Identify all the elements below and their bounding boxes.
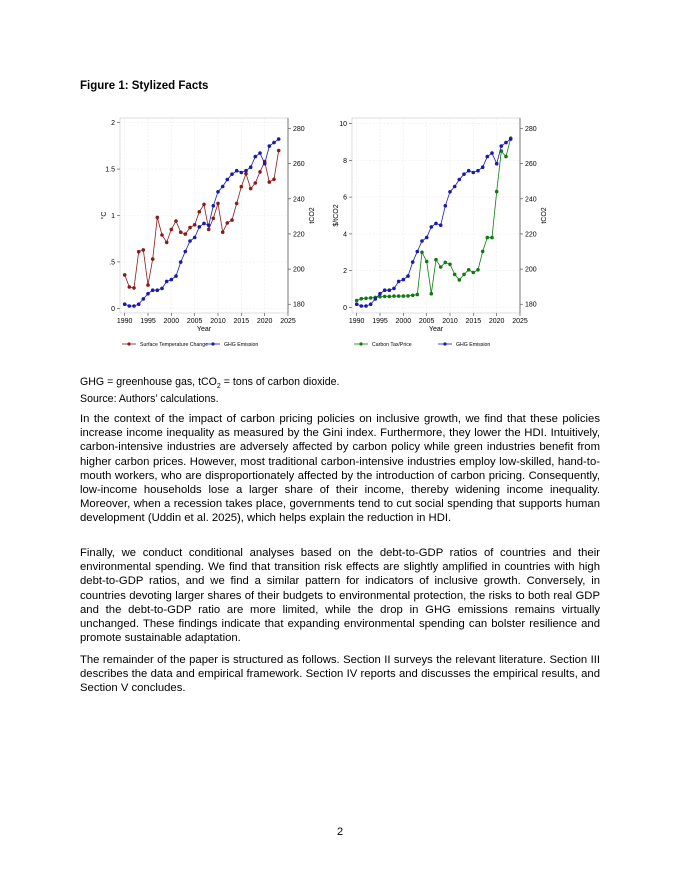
legend-marker [443, 342, 446, 345]
data-point [146, 283, 150, 287]
data-point [355, 302, 359, 306]
data-point [476, 169, 480, 173]
data-point [277, 149, 281, 153]
legend-marker [211, 342, 214, 345]
data-point [193, 236, 197, 240]
x-tick-label: 2025 [512, 318, 528, 325]
right-tick-label: 180 [525, 301, 537, 309]
x-tick-label: 1995 [140, 318, 156, 325]
data-point [184, 250, 188, 254]
data-point [226, 221, 230, 225]
left-tick-label: 2 [111, 120, 115, 128]
data-point [486, 236, 490, 240]
data-point [174, 274, 178, 278]
data-point [504, 155, 508, 159]
data-point [230, 172, 234, 176]
data-point [411, 294, 415, 298]
data-point [258, 170, 262, 174]
x-tick-label: 2005 [418, 318, 435, 325]
data-point [434, 258, 438, 262]
data-point [202, 222, 206, 226]
x-tick-label: 2010 [442, 318, 458, 325]
data-point [467, 169, 471, 173]
data-point [216, 202, 220, 206]
left-tick-label: 0 [343, 304, 347, 312]
data-point [160, 233, 164, 237]
data-point [462, 273, 466, 277]
data-point [268, 144, 272, 148]
chart-carbon-price-vs-ghg [332, 108, 557, 356]
x-tick-label: 2000 [395, 318, 412, 325]
data-point [244, 169, 248, 173]
data-point [495, 190, 499, 194]
figure-notes [80, 376, 340, 406]
data-point [402, 278, 406, 282]
right-tick-label: 220 [525, 231, 537, 239]
left-tick-label: 0 [111, 305, 115, 313]
data-point [425, 236, 429, 240]
chart-temperature-vs-ghg [100, 108, 325, 356]
data-point [156, 288, 160, 292]
data-point [160, 287, 164, 291]
data-point [481, 250, 485, 254]
right-tick-label: 220 [293, 231, 305, 239]
data-point [221, 230, 225, 234]
data-point [439, 265, 443, 269]
data-point [137, 302, 141, 306]
data-point [179, 260, 183, 264]
legend-label: Carbon Tax/Price [372, 342, 412, 348]
x-tick-label: 2015 [465, 318, 482, 325]
data-point [420, 239, 424, 243]
legend-label: Surface Temperature Change [140, 342, 208, 348]
data-point [272, 178, 276, 182]
data-point [128, 304, 132, 308]
data-point [216, 190, 220, 194]
data-point [170, 278, 174, 282]
data-point [249, 165, 253, 169]
data-point [504, 141, 508, 145]
data-point [374, 297, 378, 301]
right-tick-label: 260 [293, 161, 305, 169]
data-point [249, 187, 253, 191]
x-tick-label: 2010 [210, 318, 226, 325]
abbreviation-note: GHG = greenhouse gas, tCO$_2$ = tons of carbon dioxide. [80, 376, 340, 391]
data-point [165, 280, 169, 284]
data-point [397, 280, 401, 284]
data-point [458, 278, 462, 282]
x-axis-label: Year [428, 326, 444, 333]
left-tick-label: 10 [339, 121, 347, 129]
data-point [212, 204, 216, 208]
data-point [448, 190, 452, 194]
data-point [123, 302, 127, 306]
data-point [453, 273, 457, 277]
x-tick-label: 2020 [488, 318, 505, 325]
data-point [364, 297, 368, 301]
x-tick-label: 2005 [186, 318, 203, 325]
data-point [509, 137, 513, 141]
data-point [142, 297, 146, 301]
data-point [411, 260, 415, 264]
legend-label: GHG Emission [224, 342, 259, 348]
paragraph-3: The remainder of the paper is structured as follows. Section II surveys the relevant literature. Section III describes the data and empirical framework. Section IV reports and discusses the empirical results, and Section V concludes. [80, 654, 600, 695]
data-point [165, 241, 169, 245]
data-point [254, 181, 258, 185]
left-tick-label: 4 [343, 231, 347, 239]
data-point [151, 288, 155, 292]
data-point [420, 251, 424, 255]
data-point [406, 294, 410, 298]
data-point [416, 293, 420, 297]
page-number: 2 [336, 826, 344, 838]
data-point [392, 294, 396, 298]
right-tick-label: 200 [293, 266, 305, 274]
figure-title: Figure 1: Stylized Facts [80, 80, 209, 92]
data-point [360, 297, 364, 301]
left-tick-label: 1.5 [105, 166, 115, 174]
data-point [230, 218, 234, 222]
data-point [458, 178, 462, 182]
data-point [156, 216, 160, 220]
data-point [430, 225, 434, 229]
data-point [397, 294, 401, 298]
data-point [132, 286, 136, 290]
data-point [444, 261, 448, 265]
data-point [240, 171, 244, 175]
data-point [272, 141, 276, 145]
left-tick-label: 2 [343, 268, 347, 276]
right-tick-label: 280 [293, 126, 305, 134]
right-tick-label: 240 [525, 196, 537, 204]
x-tick-label: 1990 [348, 318, 365, 325]
data-point [179, 230, 183, 234]
right-tick-label: 180 [293, 301, 305, 309]
data-point [444, 204, 448, 208]
data-point [486, 155, 490, 159]
data-point [472, 171, 476, 175]
data-point [481, 165, 485, 169]
data-point [188, 226, 192, 230]
data-point [142, 248, 146, 252]
x-tick-label: 2025 [280, 318, 296, 325]
data-point [476, 268, 480, 272]
data-point [392, 287, 396, 291]
x-tick-label: 1995 [372, 318, 388, 325]
data-point [240, 185, 244, 189]
data-point [430, 292, 434, 296]
data-point [406, 274, 410, 278]
data-point [268, 180, 272, 184]
right-axis-label: tCO2 [541, 207, 548, 224]
data-point [378, 292, 382, 296]
data-point [364, 304, 368, 308]
right-tick-label: 200 [525, 266, 537, 274]
data-point [207, 223, 211, 227]
data-point [448, 263, 452, 267]
right-tick-label: 240 [293, 196, 305, 204]
x-tick-label: 2000 [163, 318, 180, 325]
legend-marker [127, 342, 130, 345]
data-point [137, 250, 141, 254]
x-tick-label: 2020 [256, 318, 273, 325]
data-point [226, 178, 230, 182]
source-note: Source: Authors’ calculations. [80, 393, 219, 406]
data-point [462, 172, 466, 176]
data-point [212, 217, 216, 221]
data-point [202, 203, 206, 207]
data-point [388, 288, 392, 292]
left-tick-label: 6 [343, 194, 347, 202]
data-point [453, 185, 457, 189]
data-point [128, 285, 132, 289]
data-point [383, 295, 387, 299]
legend-marker [359, 342, 362, 345]
data-point [495, 162, 499, 166]
data-point [151, 257, 155, 261]
data-point [500, 144, 504, 148]
data-point [198, 210, 202, 214]
right-axis-label: tCO2 [309, 207, 316, 224]
data-point [467, 268, 471, 272]
data-point [383, 288, 387, 292]
data-point [388, 295, 392, 299]
x-axis-label: Year [196, 326, 212, 333]
legend-label: GHG Emission [456, 342, 491, 348]
left-tick-label: 8 [343, 157, 347, 165]
data-point [355, 299, 359, 303]
data-point [146, 292, 150, 296]
data-point [360, 304, 364, 308]
paragraph-1: In the context of the impact of carbon pricing policies on inclusive growth, we find that these policies increase income inequality as measured by the Gini index. Furthermore, they lower the HDI. Intuitively, carbon-intensive industries are adversely affected by carbon policy while green industries benefit from higher carbon prices. However, most traditional carbon-intensive industries employ low-skilled, hand-to-mouth workers, who are disproportionately affected by the introduction of carbon pricing. Consequently, low-income households lose a larger share of their income, thereby widening income inequality. Moreover, when a recession takes place, governments tend to cut social spending that supports human development (Uddin et al. 2025), which helps explain the reduction in HDI. [80, 413, 600, 525]
data-point [434, 222, 438, 226]
plot-area [352, 118, 520, 313]
data-point [235, 169, 239, 173]
data-point [235, 202, 239, 206]
data-point [369, 302, 373, 306]
right-tick-label: 260 [525, 161, 537, 169]
x-tick-label: 2015 [233, 318, 250, 325]
data-point [472, 271, 476, 275]
data-point [254, 155, 258, 159]
data-point [258, 151, 262, 155]
data-point [188, 239, 192, 243]
data-point [198, 225, 202, 229]
data-point [490, 236, 494, 240]
paragraph-2: Finally, we conduct conditional analyses based on the debt-to-GDP ratios of countries and their environmental spending. We find that transition risk effects are slightly amplified in countries with high debt-to-GDP ratios, and we find a similar pattern for indicators of inclusive growth. Conversely, in countries devoting larger shares of their budgets to environmental protection, the risks to both real GDP and the debt-to-GDP ratio are more limited, while the drop in GHG emissions remains virtually unchanged. These findings indicate that expanding environmental spending can bolster resilience and promote sustainable adaptation. [80, 547, 600, 645]
data-point [170, 228, 174, 232]
data-point [221, 185, 225, 189]
data-point [207, 228, 211, 232]
x-tick-label: 1990 [116, 318, 133, 325]
data-point [123, 273, 127, 277]
data-point [193, 223, 197, 227]
data-point [263, 162, 267, 166]
data-point [277, 137, 281, 141]
data-point [369, 296, 373, 300]
data-point [174, 219, 178, 223]
data-point [402, 294, 406, 298]
data-point [416, 250, 420, 254]
data-point [439, 223, 443, 227]
data-point [132, 304, 136, 308]
left-tick-label: 1 [111, 213, 115, 220]
data-point [490, 151, 494, 155]
left-axis-label: $/tCO2 [333, 204, 340, 227]
left-tick-label: .5 [109, 259, 115, 267]
right-tick-label: 280 [525, 126, 537, 134]
left-axis-label: °C [101, 211, 108, 220]
data-point [425, 260, 429, 264]
data-point [184, 232, 188, 236]
